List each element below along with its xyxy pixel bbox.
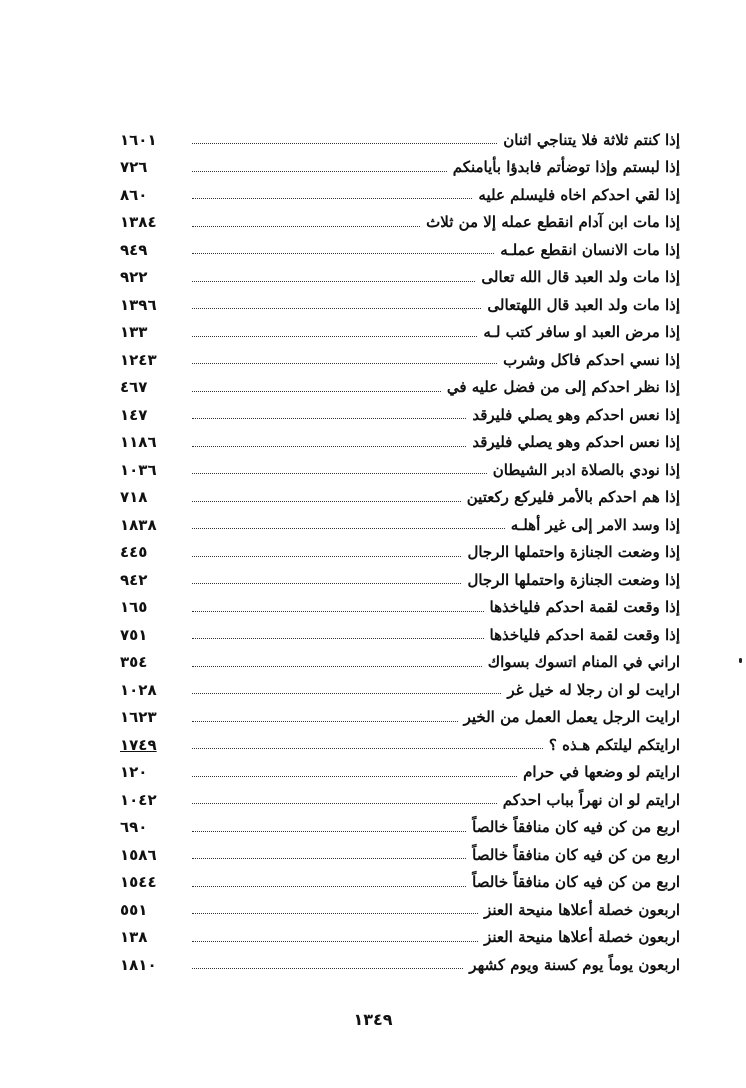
- index-entry: [120, 539, 680, 567]
- dotted-leader: [192, 831, 466, 832]
- dotted-leader: [192, 913, 478, 914]
- dotted-leader: [192, 171, 447, 172]
- index-entry: [120, 319, 680, 347]
- entry-number: ٧١٨: [120, 488, 148, 507]
- index-entry: [120, 264, 680, 292]
- index-entry: [120, 731, 680, 759]
- dotted-leader: [192, 556, 461, 557]
- dotted-leader: [192, 336, 477, 337]
- dotted-leader: [192, 143, 497, 144]
- dotted-leader: [192, 281, 475, 282]
- entry-number: ١٠٢٨: [120, 680, 157, 699]
- entry-title: ارايت الرجل يعمل العمل من الخير: [463, 708, 680, 727]
- entry-number: ١٠٣٦: [120, 460, 157, 479]
- entry-title: إذا وضعت الجنازة واحتملها الرجال: [467, 570, 680, 589]
- entry-title: إذا نسي احدكم فاكل وشرب: [503, 350, 680, 369]
- entry-title: اربعون خصلة أعلاها منيحة العنز: [484, 928, 680, 947]
- entry-number: ١٣٣: [120, 323, 148, 342]
- entry-number: ٩٤٢: [120, 570, 148, 589]
- entry-title: ارايتم لو ان نهراً بباب احدكم: [502, 790, 680, 809]
- entry-title: إذا مات الانسان انقطع عملـه: [500, 240, 680, 259]
- index-entry: [120, 456, 680, 484]
- entry-title: ارايتم لو وضعها في حرام: [523, 763, 680, 782]
- entry-number: ٩٤٩: [120, 240, 148, 259]
- dotted-leader: [192, 473, 487, 474]
- dotted-leader: [192, 583, 461, 584]
- entry-title: إذا لبستم وإذا توضأتم فابدؤا بأيامنكم: [452, 158, 680, 177]
- index-entry: [120, 374, 680, 402]
- index-entry: [120, 126, 680, 154]
- index-entry: [120, 924, 680, 952]
- entry-title: اراني في المنام اتسوك بسواك: [487, 653, 680, 672]
- entry-number: ١٨٣٨: [120, 515, 157, 534]
- entry-title: إذا مرض العبد او سافر كتب لـه: [483, 323, 680, 342]
- entry-number: ١٣٨: [120, 928, 148, 947]
- dotted-leader: [192, 858, 466, 859]
- entry-number: ٧٢٦: [120, 158, 148, 177]
- dotted-leader: [192, 308, 481, 309]
- dotted-leader: [192, 886, 466, 887]
- entry-title: اربع من كن فيه كان منافقاً خالصاً: [472, 845, 680, 864]
- index-entry: [120, 511, 680, 539]
- index-entry: [120, 594, 680, 622]
- entry-number: ١٦٠١: [120, 130, 157, 149]
- entry-number: ١٢٤٣: [120, 350, 157, 369]
- dotted-leader: [192, 363, 497, 364]
- index-entry: [120, 759, 680, 787]
- dotted-leader: [192, 253, 494, 254]
- entry-number: ٤٤٥: [120, 543, 148, 562]
- index-entry: [120, 814, 680, 842]
- entry-title: إذا وقعت لقمة احدكم فلياخذها: [489, 625, 680, 644]
- entry-title: ارايتكم ليلتكم هـذه ؟: [548, 735, 680, 754]
- entry-number: ١٠٤٢: [120, 790, 157, 809]
- entry-title: إذا نعس احدكم وهو يصلي فليرقد: [472, 433, 680, 452]
- entry-title: إذا مات ولد العبد قال اللهتعالى: [487, 295, 680, 314]
- dotted-leader: [192, 446, 466, 447]
- entry-title: إذا لقي احدكم اخاه فليسلم عليه: [478, 185, 680, 204]
- index-entry: [120, 346, 680, 374]
- index-entry: [120, 236, 680, 264]
- entry-number: ٩٢٢: [120, 268, 148, 287]
- index-entry: [120, 209, 680, 237]
- index-entry: [120, 181, 680, 209]
- entry-title: اربع من كن فيه كان منافقاً خالصاً: [472, 818, 680, 837]
- entry-number: ١٥٨٦: [120, 845, 157, 864]
- entry-title: إذا كنتم ثلاثة فلا يتناجي اثنان: [503, 130, 680, 149]
- index-entry: [120, 621, 680, 649]
- entry-title: إذا مات ولد العبد قال الله تعالى: [481, 268, 680, 287]
- scan-speck: [739, 658, 742, 663]
- dotted-leader: [192, 198, 472, 199]
- dotted-leader: [192, 418, 466, 419]
- entry-title: ارايت لو ان رجلا له خيل غر: [507, 680, 680, 699]
- index-entry: [120, 649, 680, 677]
- index-entry: [120, 786, 680, 814]
- index-entry: [120, 484, 680, 512]
- dotted-leader: [192, 803, 497, 804]
- entry-title: اربع من كن فيه كان منافقاً خالصاً: [472, 873, 680, 892]
- entry-number: ١٤٧: [120, 405, 148, 424]
- dotted-leader: [192, 941, 478, 942]
- dotted-leader: [192, 776, 517, 777]
- dotted-leader: [192, 638, 484, 639]
- entry-number: ٥٥١: [120, 900, 148, 919]
- index-entry: [120, 841, 680, 869]
- entry-title: اربعون خصلة أعلاها منيحة العنز: [484, 900, 680, 919]
- page-number: ١٣٤٩: [353, 1010, 393, 1029]
- entry-title: إذا نودي بالصلاة ادبر الشيطان: [492, 460, 680, 479]
- index-entry: [120, 704, 680, 732]
- entry-number: ٣٥٤: [120, 653, 148, 672]
- entry-title: إذا مات ابن آدام انقطع عمله إلا من ثلاث: [426, 213, 680, 232]
- entry-number: ١٥٤٤: [120, 873, 157, 892]
- entry-title: إذا نظر احدكم إلى من فضل عليه في: [446, 378, 680, 397]
- dotted-leader: [192, 501, 461, 502]
- index-entry: [120, 429, 680, 457]
- dotted-leader: [192, 748, 543, 749]
- entry-title: اربعون يوماً يوم كسنة ويوم كشهر: [469, 955, 680, 974]
- entry-number: ٧٥١: [120, 625, 148, 644]
- entry-number: ١٣٩٦: [120, 295, 157, 314]
- index-entry: [120, 566, 680, 594]
- entry-number: ٤٦٧: [120, 378, 148, 397]
- dotted-leader: [192, 226, 420, 227]
- entry-number: ١٧٤٩: [120, 735, 157, 754]
- dotted-leader: [192, 528, 505, 529]
- entry-number: ٦٩٠: [120, 818, 148, 837]
- dotted-leader: [192, 721, 458, 722]
- index-entry: [120, 951, 680, 979]
- index-entry: [120, 401, 680, 429]
- index-entry: [120, 154, 680, 182]
- entry-title: إذا نعس احدكم وهو يصلي فليرقد: [472, 405, 680, 424]
- entry-number: ١٢٠: [120, 763, 148, 782]
- hadith-index-list: [120, 126, 680, 979]
- dotted-leader: [192, 391, 441, 392]
- index-entry: [120, 676, 680, 704]
- entry-number: ٨٦٠: [120, 185, 148, 204]
- dotted-leader: [192, 693, 501, 694]
- dotted-leader: [192, 666, 482, 667]
- entry-title: إذا هم احدكم بالأمر فليركع ركعتين: [466, 488, 680, 507]
- index-entry: [120, 869, 680, 897]
- entry-number: ١٦٥: [120, 598, 148, 617]
- entry-number: ١٣٨٤: [120, 213, 157, 232]
- entry-number: ١٦٢٣: [120, 708, 157, 727]
- entry-title: إذا وضعت الجنازة واحتملها الرجال: [467, 543, 680, 562]
- entry-title: إذا وسد الامر إلى غير أهلـه: [510, 515, 680, 534]
- dotted-leader: [192, 968, 463, 969]
- dotted-leader: [192, 611, 484, 612]
- entry-number: ١١٨٦: [120, 433, 157, 452]
- entry-title: إذا وقعت لقمة احدكم فلياخذها: [489, 598, 680, 617]
- index-entry: [120, 291, 680, 319]
- entry-number: ١٨١٠: [120, 955, 157, 974]
- index-entry: [120, 896, 680, 924]
